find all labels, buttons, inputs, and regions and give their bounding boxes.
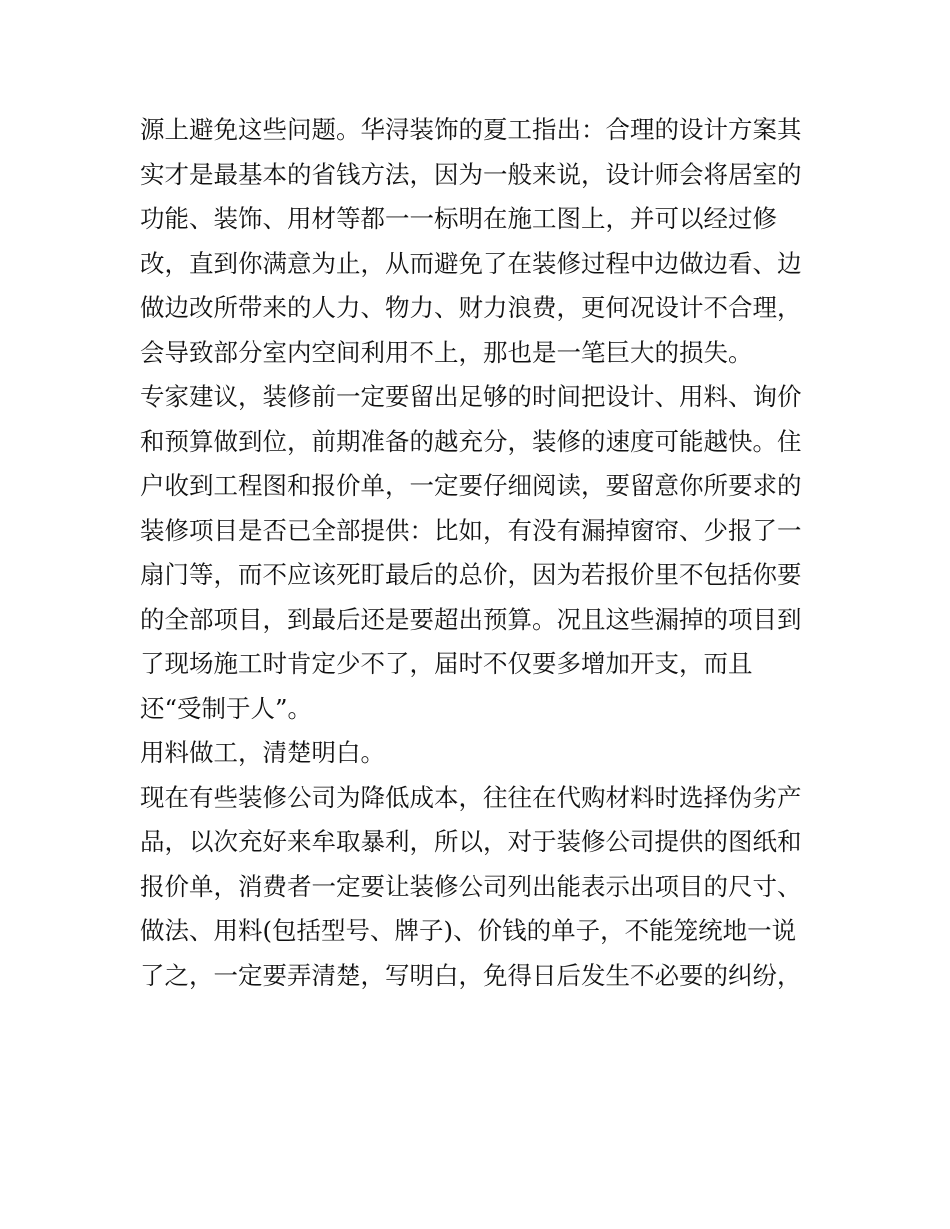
text-line: 了之，一定要弄清楚，写明白，免得日后发生不必要的纠纷，	[140, 960, 802, 990]
document-body	[140, 108, 820, 998]
text-line: 源上避免这些问题。华浔装饰的夏工指出：合理的设计方案其	[140, 115, 802, 144]
text-line: 会导致部分室内空间利用不上，那也是一笔巨大的损失。	[140, 337, 753, 367]
text-line: 改，直到你满意为止，从而避免了在装修过程中边做边看、边	[140, 248, 802, 278]
text-line: 装修项目是否已全部提供：比如，有没有漏掉窗帘、少报了一	[140, 515, 802, 545]
text-line: 户收到工程图和报价单，一定要仔细阅读，要留意你所要求的	[140, 471, 802, 500]
text-line: 还“受制于人”。	[140, 693, 313, 723]
text-line: 实才是最基本的省钱方法，因为一般来说，设计师会将居室的	[140, 159, 802, 189]
text-line: 品，以次充好来牟取暴利，所以，对于装修公司提供的图纸和	[140, 827, 802, 856]
text-line: 专家建议，装修前一定要留出足够的时间把设计、用料、询价	[140, 382, 802, 411]
text-line: 了现场施工时肯定少不了，届时不仅要多增加开支，而且	[140, 649, 753, 678]
text-line: 用料做工，清楚明白。	[140, 738, 385, 767]
text-line: 报价单，消费者一定要让装修公司列出能表示出项目的尺寸、	[140, 871, 802, 901]
text-line: 扇门等，而不应该死盯最后的总价，因为若报价里不包括你要	[140, 560, 802, 589]
text-line: 做边改所带来的人力、物力、财力浪费，更何况设计不合理，	[140, 293, 802, 322]
text-line: 做法、用料(包括型号、牌子)、价钱的单子，不能笼统地一说	[140, 916, 797, 945]
text-line: 现在有些装修公司为降低成本，往往在代购材料时选择伪劣产	[140, 782, 802, 812]
text-line: 的全部项目，到最后还是要超出预算。况且这些漏掉的项目到	[140, 604, 802, 634]
text-line: 功能、装饰、用材等都一一标明在施工图上，并可以经过修	[140, 204, 777, 233]
text-line: 和预算做到位，前期准备的越充分，装修的速度可能越快。住	[140, 426, 802, 456]
